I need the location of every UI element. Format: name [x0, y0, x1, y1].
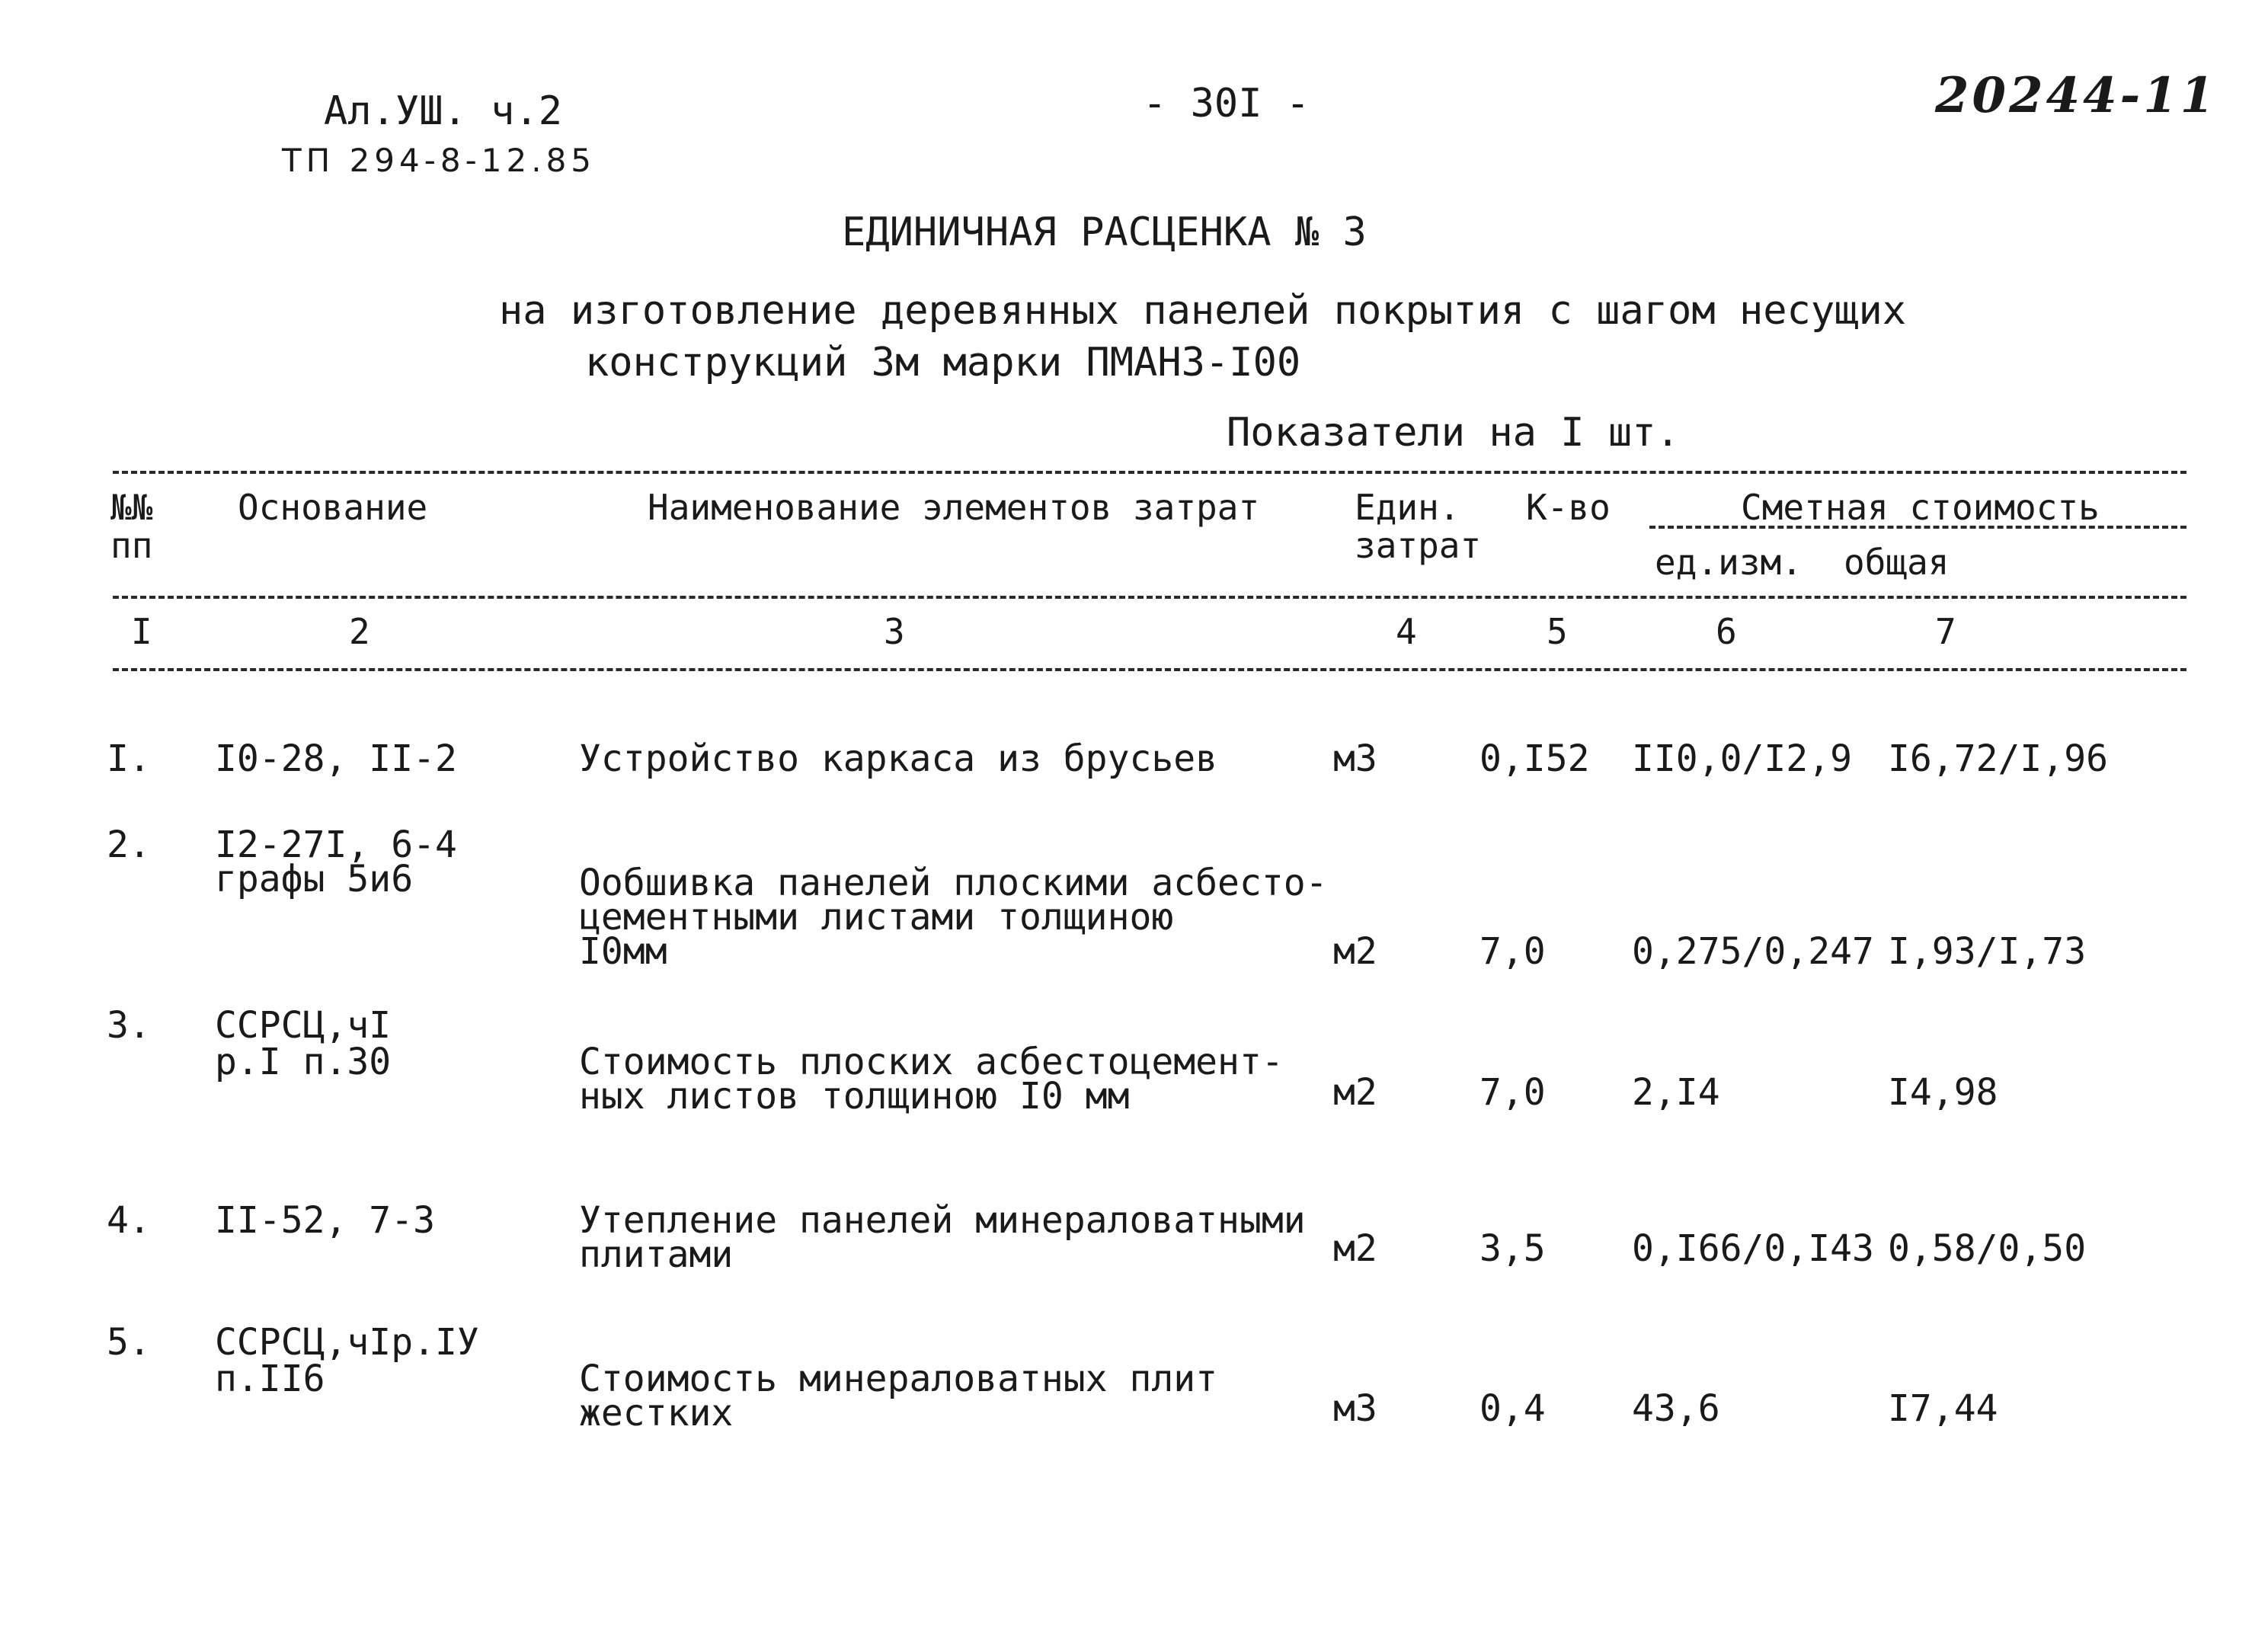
row-cost-element-line-2: плитами [579, 1233, 734, 1276]
row-total-cost: 0,58/0,50 [1888, 1227, 2087, 1270]
row-basis: I0-28, II-2 [215, 737, 457, 780]
row-cost-element-line-3: I0мм [579, 930, 667, 973]
column-number-4: 4 [1396, 611, 1417, 652]
row-unit: м3 [1333, 1387, 1377, 1430]
column-number-1: I [131, 611, 152, 652]
row-cost-element: Стоимость плоских асбестоцемент- [579, 1041, 1284, 1083]
header-basis: Основание [238, 487, 428, 528]
header-unit-2: затрат [1355, 525, 1482, 566]
row-total-cost: I4,98 [1888, 1071, 1998, 1114]
row-quantity: 3,5 [1479, 1227, 1546, 1270]
row-cost-element-line-2: жестких [579, 1392, 734, 1434]
row-number: 3. [107, 1004, 151, 1047]
header-num-pp: пп [110, 525, 153, 566]
row-quantity: 7,0 [1479, 930, 1546, 973]
row-unit-price: 0,I66/0,I43 [1632, 1227, 1874, 1270]
row-unit-price: 2,I4 [1632, 1071, 1720, 1114]
header-cost-element-name: Наименование элементов затрат [648, 487, 1260, 528]
row-unit: м2 [1333, 1227, 1377, 1270]
tp-number-stamp: ТП 294-8-12.85 [282, 142, 597, 179]
row-unit-price: 43,6 [1632, 1387, 1720, 1430]
row-unit: м3 [1333, 737, 1377, 780]
row-quantity: 0,4 [1479, 1387, 1546, 1430]
row-unit-price: 0,275/0,247 [1632, 930, 1874, 973]
column-number-3: 3 [884, 611, 905, 652]
column-number-6: 6 [1716, 611, 1737, 652]
header-cost-total: общая [1844, 542, 1950, 583]
row-number: 4. [107, 1199, 151, 1242]
page-number: - 30I - [1143, 81, 1310, 126]
row-cost-element: Устройство каркаса из брусьев [579, 737, 1218, 780]
header-unit: Един. [1355, 487, 1460, 528]
row-cost-element: Стоимость минераловатных плит [579, 1358, 1218, 1400]
row-total-cost: I6,72/I,96 [1888, 737, 2108, 780]
row-cost-element: Утепление панелей минераловатными [579, 1199, 1306, 1242]
column-numbers-bottom-rule [113, 668, 2186, 671]
row-unit: м2 [1333, 930, 1377, 973]
column-number-5: 5 [1547, 611, 1568, 652]
title-description-line-2: конструкций 3м марки ПМАНЗ-I00 [585, 340, 1301, 385]
row-unit-price: II0,0/I2,9 [1632, 737, 1852, 780]
header-estimated-cost: Сметная стоимость [1741, 487, 2100, 528]
album-reference: Ал.УШ. ч.2 [324, 88, 563, 134]
row-basis: ССРСЦ,чIр.IУ [215, 1321, 479, 1364]
row-basis: I2-27I, 6-4 [215, 824, 457, 866]
row-number: 2. [107, 824, 151, 866]
row-cost-element-line-2: цементными листами толщиною [579, 896, 1174, 939]
row-basis: ССРСЦ,чI [215, 1004, 392, 1047]
row-quantity: 0,I52 [1479, 737, 1590, 780]
row-total-cost: I7,44 [1888, 1387, 1998, 1430]
row-total-cost: I,93/I,73 [1888, 930, 2087, 973]
header-bottom-rule [113, 596, 2186, 599]
column-number-7: 7 [1935, 611, 1956, 652]
row-number: 5. [107, 1321, 151, 1364]
row-basis: II-52, 7-3 [215, 1199, 435, 1242]
header-quantity: К-во [1526, 487, 1611, 528]
row-unit: м2 [1333, 1071, 1377, 1114]
row-cost-element: Ообшивка панелей плоскими асбесто- [579, 862, 1328, 904]
row-number: I. [107, 737, 151, 780]
document-title: ЕДИНИЧНАЯ РАСЦЕНКА № 3 [842, 209, 1367, 255]
row-basis-line-2: графы 5и6 [215, 858, 414, 900]
row-quantity: 7,0 [1479, 1071, 1546, 1114]
indicators-note: Показатели на I шт. [1227, 410, 1680, 456]
column-number-2: 2 [349, 611, 370, 652]
header-num: №№ [110, 487, 153, 528]
table-top-rule [113, 471, 2186, 474]
handwritten-document-number: 20244-11 [1935, 67, 2218, 124]
header-cost-per-unit: ед.изм. [1655, 542, 1803, 583]
row-basis-line-2: р.I п.30 [215, 1041, 392, 1083]
row-cost-element-line-2: ных листов толщиною I0 мм [579, 1075, 1130, 1118]
row-basis-line-2: п.II6 [215, 1358, 325, 1400]
title-description-line-1: на изготовление деревянных панелей покрытия с шагом несущих [499, 288, 1907, 334]
